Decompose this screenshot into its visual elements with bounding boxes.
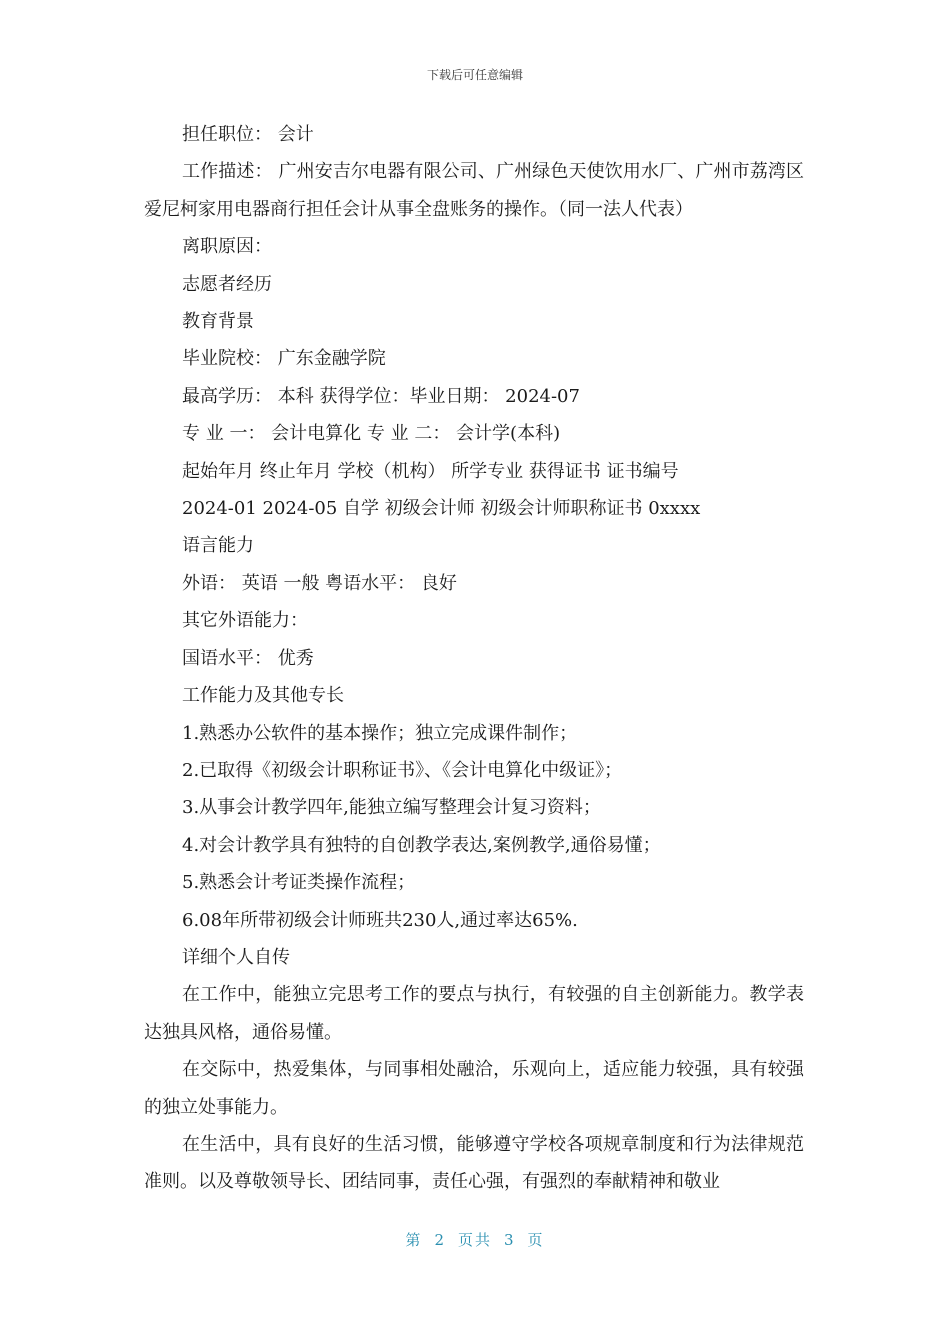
document-body [144, 116, 804, 1201]
work-description: 工作描述： 广州安吉尔电器有限公司、广州绿色天使饮用水厂、广州市荔湾区爱尼柯家用电器商行担任会计从事全盘账务的操作。（同一法人代表） [144, 161, 804, 220]
skills-heading: 工作能力及其他专长 [182, 685, 344, 707]
position-line: 担任职位： 会计 [182, 124, 314, 145]
bio-heading: 详细个人自传 [182, 946, 290, 968]
foreign-language-line: 外语： 英语 一般 粤语水平： 良好 [182, 572, 457, 594]
footer-prefix: 第 [405, 1231, 423, 1249]
leave-reason-line: 离职原因： [182, 236, 272, 258]
skill-item: 4.对会计教学具有独特的自创教学表达,案例教学,通俗易懂； [182, 834, 661, 856]
education-heading: 教育背景 [182, 311, 254, 333]
bio-paragraph: 在交际中，热爱集体，与同事相处融洽，乐观向上，适应能力较强，具有较强的独立处事能力。 [144, 1059, 804, 1118]
bio-paragraph: 在生活中，具有良好的生活习惯，能够遵守学校各项规章制度和行为法律规范准则。以及尊敬领导长、团结同事，责任心强，有强烈的奉献精神和敬业 [144, 1133, 804, 1193]
page-footer [0, 1229, 950, 1250]
education-table-row: 2024-01 2024-05 自学 初级会计师 初级会计师职称证书 0xxxx [182, 498, 701, 520]
footer-suffix: 页 [527, 1231, 545, 1249]
volunteer-heading: 志愿者经历 [182, 273, 272, 295]
footer-total-pages: 3 [504, 1231, 516, 1249]
mandarin-line: 国语水平： 优秀 [182, 647, 314, 669]
other-language-line: 其它外语能力： [182, 610, 308, 632]
language-heading: 语言能力 [182, 535, 254, 557]
skill-item: 5.熟悉会计考证类操作流程； [182, 872, 416, 894]
major-line: 专 业 一： 会计电算化 专 业 二： 会计学(本科) [182, 423, 561, 445]
school-line: 毕业院校： 广东金融学院 [182, 348, 386, 370]
skill-item: 6.08年所带初级会计师班共230人,通过率达65%. [182, 909, 578, 931]
skill-item: 3.从事会计教学四年,能独立编写整理会计复习资料； [182, 797, 601, 819]
bio-paragraph: 在工作中，能独立完思考工作的要点与执行，有较强的自主创新能力。教学表达独具风格，通俗易懂。 [144, 984, 804, 1043]
footer-page-number: 2 [434, 1231, 446, 1249]
footer-middle: 页共 [457, 1231, 492, 1249]
header-note: 下载后可任意编辑 [426, 68, 523, 82]
education-table-header: 起始年月 终止年月 学校（机构） 所学专业 获得证书 证书编号 [182, 460, 679, 482]
skill-item: 2.已取得《初级会计职称证书》、《会计电算化中级证》； [182, 759, 623, 781]
degree-line: 最高学历： 本科 获得学位：毕业日期： 2024-07 [182, 385, 580, 407]
skill-item: 1.熟悉办公软件的基本操作；独立完成课件制作； [182, 722, 578, 744]
